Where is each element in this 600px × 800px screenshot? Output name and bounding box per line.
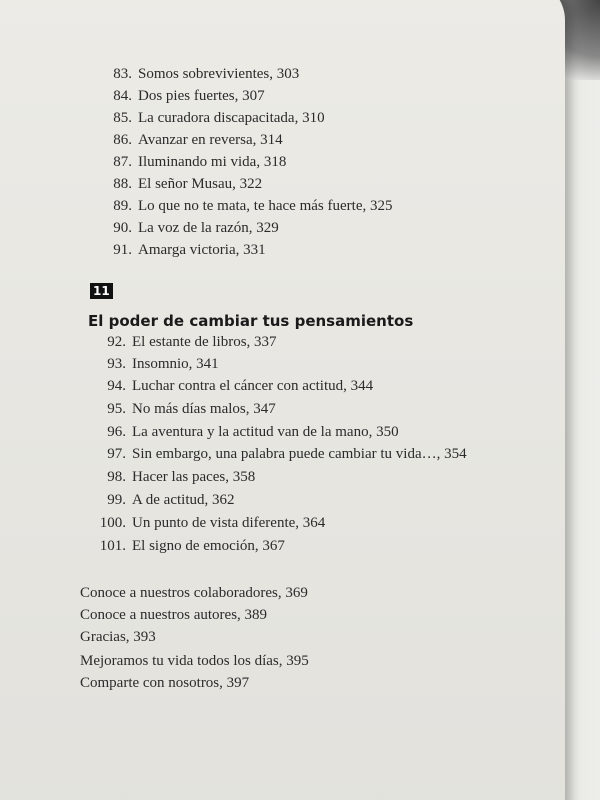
entry-title: No más días malos, 347 bbox=[132, 401, 276, 417]
entry-title: Sin embargo, una palabra puede cambiar tu vida…, 354 bbox=[132, 446, 467, 462]
entry-number: 101. bbox=[99, 538, 126, 554]
toc-entry bbox=[98, 469, 255, 486]
toc-entry bbox=[104, 154, 286, 171]
entry-title: Luchar contra el cáncer con actitud, 344 bbox=[132, 378, 374, 394]
toc-entry bbox=[104, 66, 299, 83]
entry-number: 94. bbox=[107, 378, 126, 394]
toc-entry bbox=[98, 378, 373, 395]
toc-entry bbox=[104, 220, 279, 237]
entry-number: 96. bbox=[107, 424, 126, 440]
toc-entry bbox=[104, 176, 262, 193]
entry-number: 89. bbox=[113, 198, 132, 214]
toc-extra-entry: Gracias, 393 bbox=[80, 629, 156, 645]
toc-entry bbox=[104, 88, 265, 105]
entry-number: 93. bbox=[107, 356, 126, 372]
entry-title: La voz de la razón, 329 bbox=[138, 220, 279, 236]
entry-title: El señor Musau, 322 bbox=[138, 176, 263, 192]
entry-number: 92. bbox=[107, 334, 126, 350]
toc-entry bbox=[98, 401, 276, 418]
entry-title: Un punto de vista diferente, 364 bbox=[132, 515, 326, 531]
toc-entry bbox=[98, 492, 234, 509]
toc-extra-entry: Conoce a nuestros colaboradores, 369 bbox=[80, 585, 308, 601]
entry-number: 90. bbox=[113, 220, 132, 236]
chapter-number-badge: 11 bbox=[90, 283, 113, 299]
entry-number: 84. bbox=[113, 88, 132, 104]
entry-title: La aventura y la actitud van de la mano, 350 bbox=[132, 424, 399, 440]
toc-extra-entry: Conoce a nuestros autores, 389 bbox=[80, 607, 268, 623]
chapter-title: El poder de cambiar tus pensamientos bbox=[88, 312, 414, 330]
entry-number: 97. bbox=[107, 446, 126, 462]
entry-title: Amarga victoria, 331 bbox=[138, 242, 266, 258]
entry-number: 98. bbox=[107, 469, 126, 485]
entry-number: 95. bbox=[107, 401, 126, 417]
toc-entry bbox=[104, 198, 392, 215]
toc-entry bbox=[98, 446, 467, 463]
entry-title: Lo que no te mata, te hace más fuerte, 325 bbox=[138, 198, 393, 214]
entry-number: 87. bbox=[113, 154, 132, 170]
entry-number: 91. bbox=[113, 242, 132, 258]
toc-entry bbox=[98, 424, 399, 441]
entry-title: Avanzar en reversa, 314 bbox=[138, 132, 283, 148]
entry-number: 85. bbox=[113, 110, 132, 126]
entry-number: 88. bbox=[113, 176, 132, 192]
toc-entry bbox=[104, 242, 266, 259]
entry-title: La curadora discapacitada, 310 bbox=[138, 110, 325, 126]
toc-entry bbox=[104, 110, 325, 127]
entry-title: El signo de emoción, 367 bbox=[132, 538, 285, 554]
entry-title: A de actitud, 362 bbox=[132, 492, 235, 508]
entry-number: 83. bbox=[113, 66, 132, 82]
toc-entry bbox=[98, 334, 277, 351]
entry-title: Iluminando mi vida, 318 bbox=[138, 154, 287, 170]
entry-title: Hacer las paces, 358 bbox=[132, 469, 256, 485]
entry-title: Somos sobrevivientes, 303 bbox=[138, 66, 300, 82]
entry-title: El estante de libros, 337 bbox=[132, 334, 277, 350]
toc-entry bbox=[104, 132, 283, 149]
toc-extra-entry: Mejoramos tu vida todos los días, 395 bbox=[80, 653, 309, 669]
toc-entry bbox=[98, 356, 219, 373]
toc-entry bbox=[90, 515, 325, 532]
entry-number: 99. bbox=[107, 492, 126, 508]
entry-number: 100. bbox=[99, 515, 126, 531]
entry-title: Dos pies fuertes, 307 bbox=[138, 88, 265, 104]
entry-number: 86. bbox=[113, 132, 132, 148]
toc-entry bbox=[90, 538, 285, 555]
toc-extra-entry: Comparte con nosotros, 397 bbox=[80, 675, 250, 691]
entry-title: Insomnio, 341 bbox=[132, 356, 219, 372]
